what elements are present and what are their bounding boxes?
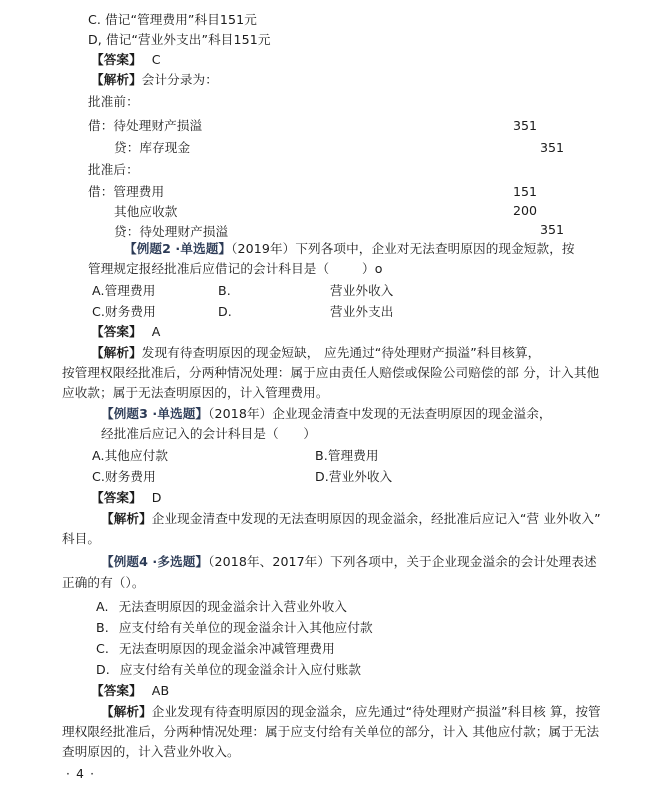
entry-amount-debit-151: 151 [513,184,538,199]
q2-option-c-text: 财务费用 [105,304,156,319]
q2-analysis-line2: 按管理权限经批准后，分两种情况处理：属于应由责任人赔偿或保险公司赔偿的部 分，计入其他 [62,365,600,380]
q3-tag: 【例题3 ·单选题】 [101,406,209,421]
entry-debit-other-receivable: 其他应收款 [114,204,178,219]
q2-option-d-letter-wrap[interactable] [218,306,232,319]
q3-option-d-text: 营业外收入 [328,469,393,484]
entry-heading-before: 批准前： [88,94,139,109]
q4-tag: 【例题4 ·多选题】 [101,554,209,569]
q2-option-b-letter: B. [218,283,231,298]
q3-option-a-text: 其他应付款 [104,448,169,463]
q3-option-a[interactable] [92,450,168,463]
q1-answer-line [91,54,161,67]
q3-stem-text1: （2018年）企业现金清查中发现的无法查明原因的现金溢余， [208,406,552,421]
q3-option-c[interactable] [92,471,156,484]
q2-option-c-letter: C. [92,304,105,319]
q3-option-b-letter: B. [315,448,328,463]
q3-analysis-line1 [101,513,601,526]
entry-amount-debit-200: 200 [513,203,538,218]
answer-label: 【答案】 [91,52,142,67]
entry-debit-admin-expense: 借：管理费用 [88,184,165,199]
answer-value: AB [151,683,170,698]
q3-option-c-letter: C. [92,469,105,484]
entry-amount-credit-351-2: 351 [540,222,565,237]
q2-analysis-line1 [91,347,320,360]
q2-stem-line1 [124,243,575,256]
q3-option-b[interactable] [315,450,379,463]
q4-option-b[interactable] [96,622,373,635]
q2-option-c[interactable] [92,306,156,319]
q4-option-c[interactable] [96,643,335,656]
answer-value: C [151,52,161,67]
q2-analysis-line1b: 应先通过“待处理财产损溢”科目核算， [324,345,541,360]
answer-value: D [151,490,162,505]
analysis-label: 【解析】 [101,511,152,526]
q1-analysis-line [91,74,218,87]
q2-option-b-letter-wrap[interactable] [218,285,231,298]
page-number-footer: · 4 · [66,767,96,781]
q3-option-a-letter: A. [92,448,105,463]
q3-option-d-letter: D. [315,469,329,484]
q4-option-d-letter: D. [96,662,110,677]
q4-analysis-text1: 企业发现有待查明原因的现金溢余，应先通过“待处理财产损溢”科目核 算，按管 [151,704,601,719]
q2-answer-line [91,326,161,339]
entry-debit-pending-loss: 借：待处理财产损溢 [88,118,203,133]
q2-option-d-text: 营业外支出 [330,304,394,319]
analysis-label: 【解析】 [91,72,142,87]
q4-option-a-letter: A. [96,599,109,614]
q3-stem-line2: 经批准后应记入的会计科目是（ ） [101,426,317,441]
q4-stem-line2: 正确的有（）。 [62,575,145,590]
q4-option-b-text: 应支付给有关单位的现金溢余计入其他应付款 [118,620,373,635]
q2-option-a[interactable] [92,285,155,298]
q3-stem-line1 [101,408,552,421]
q4-option-d[interactable] [96,664,361,677]
q2-option-b-text: 营业外收入 [330,283,394,298]
q2-option-a-letter: A. [92,283,105,298]
q3-option-c-text: 财务费用 [105,469,156,484]
q4-analysis-line2: 理权限经批准后，分两种情况处理：属于应支付给有关单位的部分，计入 其他应付款；属于无法 [62,724,600,739]
q2-analysis-text1a: 发现有待查明原因的现金短缺， [141,345,320,360]
q3-option-b-text: 管理费用 [327,448,379,463]
q4-stem-line1 [101,556,597,569]
q3-analysis-line2: 科目。 [62,531,101,546]
q4-option-a-text: 无法查明原因的现金溢余计入营业外收入 [118,599,348,614]
q3-answer-line [91,492,162,505]
q4-option-d-text: 应支付给有关单位的现金溢余计入应付账款 [119,662,362,677]
q4-option-a[interactable] [96,601,347,614]
answer-label: 【答案】 [91,683,142,698]
q4-option-c-text: 无法查明原因的现金溢余冲减管理费用 [119,641,335,656]
q2-tag: 【例题2 ·单选题】 [124,241,232,256]
analysis-label: 【解析】 [101,704,152,719]
q2-option-b-text-wrap[interactable] [330,285,393,298]
q2-stem-text1: （2019年）下列各项中，企业对无法查明原因的现金短款，按 [231,241,575,256]
q3-analysis-text1: 企业现金清查中发现的无法查明原因的现金溢余，经批准后应记入“营 业外收入” [151,511,601,526]
q2-option-d-letter: D. [218,304,232,319]
q2-option-a-text: 管理费用 [104,283,156,298]
answer-label: 【答案】 [91,324,142,339]
q2-analysis-line3: 应收款；属于无法查明原因的，计入管理费用。 [62,385,329,400]
q4-answer-line [91,685,169,698]
q4-stem-text1: （2018年、2017年）下列各项中，关于企业现金溢余的会计处理表述 [208,554,597,569]
analysis-text: 会计分录为： [141,72,218,87]
option-c-line: C. 借记“管理费用”科目151元 [88,12,257,27]
q3-option-d[interactable] [315,471,392,484]
option-d-line: D, 借记“营业外支出”科目151元 [88,32,271,47]
q2-stem-line2: 管理规定报经批准后应借记的会计科目是（ ）o [88,261,383,276]
entry-credit-cash: 贷：库存现金 [114,140,191,155]
entry-amount-debit-351: 351 [513,118,538,133]
q4-option-b-letter: B. [96,620,109,635]
answer-label: 【答案】 [91,490,142,505]
entry-credit-pending-loss: 贷：待处理财产损溢 [114,224,229,239]
q4-analysis-line3: 查明原因的，计入营业外收入。 [62,744,240,759]
entry-heading-after: 批准后： [88,162,139,177]
q4-analysis-line1 [101,706,601,719]
q4-option-c-letter: C. [96,641,109,656]
analysis-label: 【解析】 [91,345,142,360]
answer-value: A [151,324,161,339]
entry-amount-credit-351: 351 [540,140,565,155]
q2-option-d-text-wrap[interactable] [330,306,393,319]
